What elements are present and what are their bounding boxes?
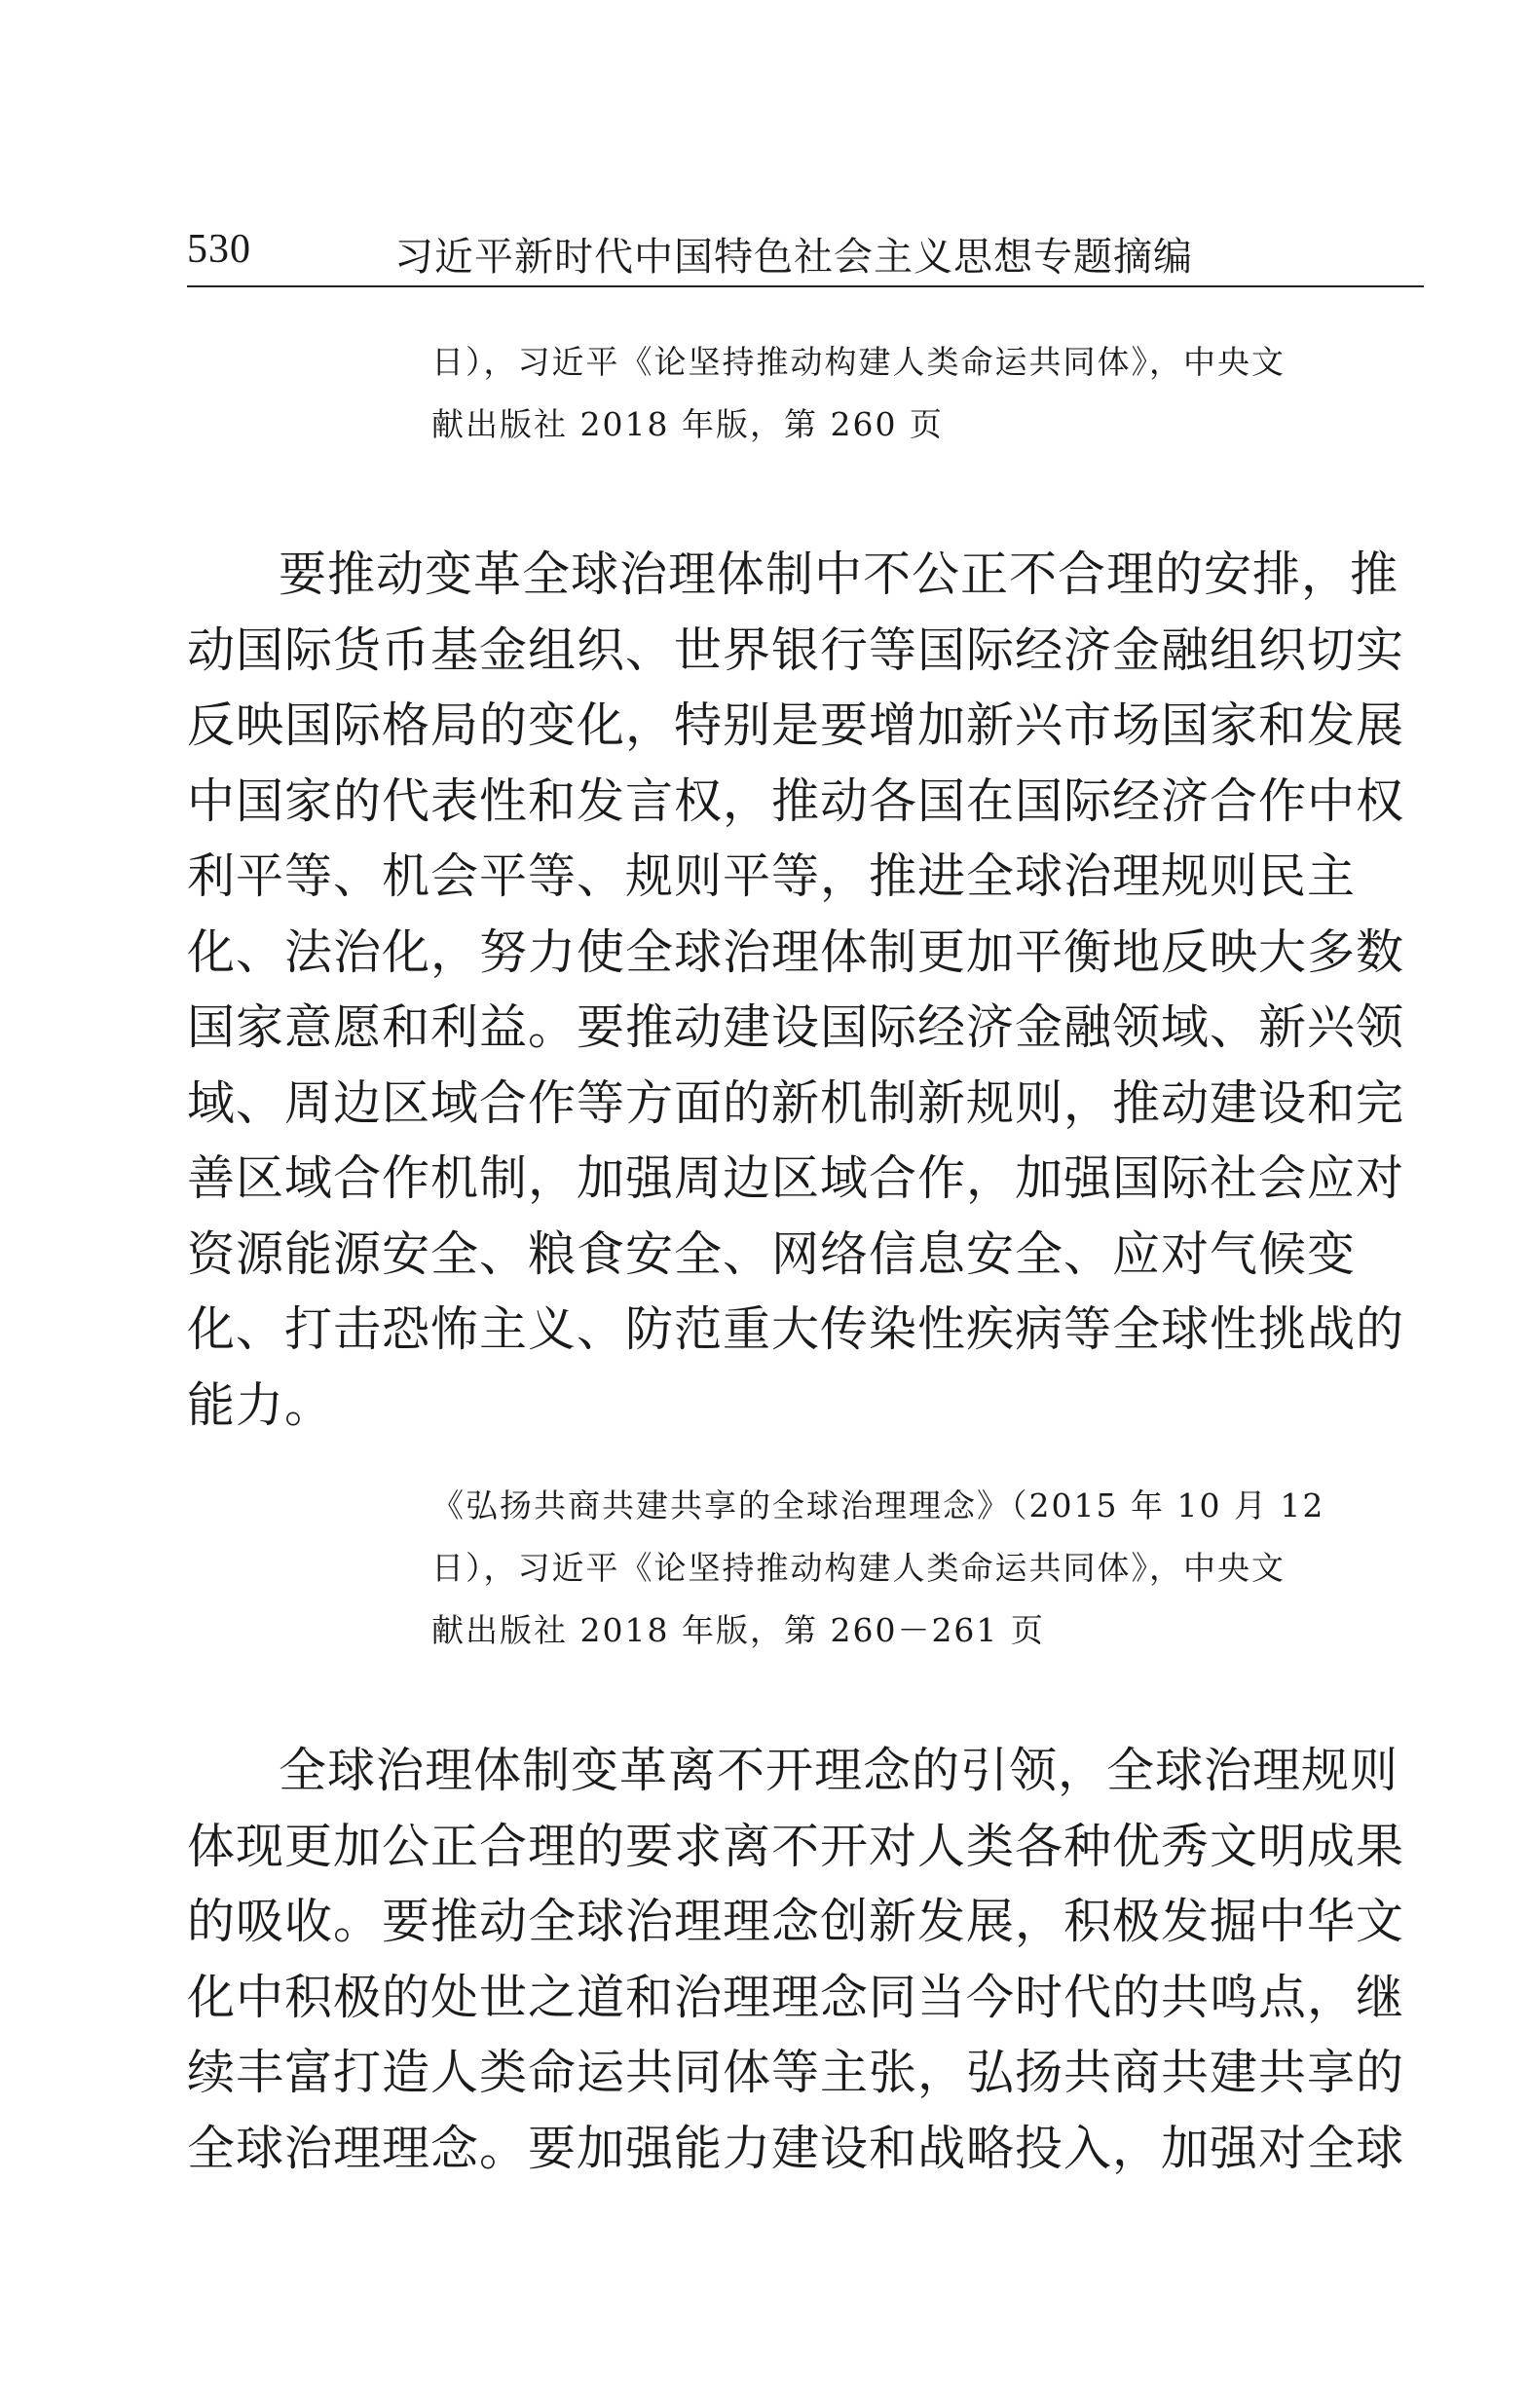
citation-top <box>431 331 1422 456</box>
paragraph-line: 域、周边区域合作等方面的新机制新规则，推动建设和完 <box>187 1074 1405 1131</box>
running-title: 习近平新时代中国特色社会主义思想专题摘编 <box>394 235 1193 280</box>
paragraph-line: 续丰富打造人类命运共同体等主张，弘扬共商共建共享的 <box>187 2045 1405 2100</box>
paragraph-line: 的吸收。要推动全球治理理念创新发展，积极发掘中华文 <box>187 1894 1405 1949</box>
body-paragraph-2 <box>187 1733 1424 2186</box>
paragraph-line: 体现更加公正合理的要求离不开对人类各种优秀文明成果 <box>187 1818 1405 1874</box>
citation-line: 献出版社 2018 年版，第 260 页 <box>431 405 944 443</box>
paragraph-line: 国家意愿和利益。要推动建设国际经济金融领域、新兴领 <box>187 999 1405 1055</box>
citation-line: 《弘扬共商共建共享的全球治理理念》（2015 年 10 月 12 <box>431 1486 1325 1524</box>
paragraph-line: 资源能源安全、粮食安全、网络信息安全、应对气候变 <box>187 1225 1357 1282</box>
paragraph-line: 化中积极的处世之道和治理理念同当今时代的共鸣点，继 <box>187 1969 1405 2025</box>
citation-line: 献出版社 2018 年版，第 260－261 页 <box>431 1611 1045 1649</box>
citation-middle <box>431 1475 1422 1662</box>
header-rule <box>187 285 1424 287</box>
citation-line: 日），习近平《论坚持推动构建人类命运共同体》，中央文 <box>431 343 1286 381</box>
paragraph-line: 善区域合作机制，加强周边区域合作，加强国际社会应对 <box>187 1150 1405 1206</box>
paragraph-line: 动国际货币基金组织、世界银行等国际经济金融组织切实 <box>187 621 1405 678</box>
paragraph-line: 化、法治化，努力使全球治理体制更加平衡地反映大多数 <box>187 923 1405 980</box>
page-header <box>187 216 1424 284</box>
paragraph-line: 能力。 <box>187 1376 334 1433</box>
citation-line: 日），习近平《论坚持推动构建人类命运共同体》，中央文 <box>431 1549 1286 1587</box>
paragraph-line: 利平等、机会平等、规则平等，推进全球治理规则民主 <box>187 848 1357 904</box>
body-paragraph-1 <box>187 537 1424 1443</box>
page-number: 530 <box>187 227 251 272</box>
paragraph-line: 反映国际格局的变化，特别是要增加新兴市场国家和发展 <box>187 697 1405 753</box>
paragraph-line: 中国家的代表性和发言权，推动各国在国际经济合作中权 <box>187 772 1405 829</box>
paragraph-line: 全球治理理念。要加强能力建设和战略投入，加强对全球 <box>187 2120 1405 2176</box>
paragraph-line: 要推动变革全球治理体制中不公正不合理的安排，推 <box>279 546 1399 602</box>
paragraph-line: 化、打击恐怖主义、防范重大传染性疾病等全球性挑战的 <box>187 1301 1405 1357</box>
paragraph-line: 全球治理体制变革离不开理念的引领，全球治理规则 <box>279 1743 1399 1798</box>
